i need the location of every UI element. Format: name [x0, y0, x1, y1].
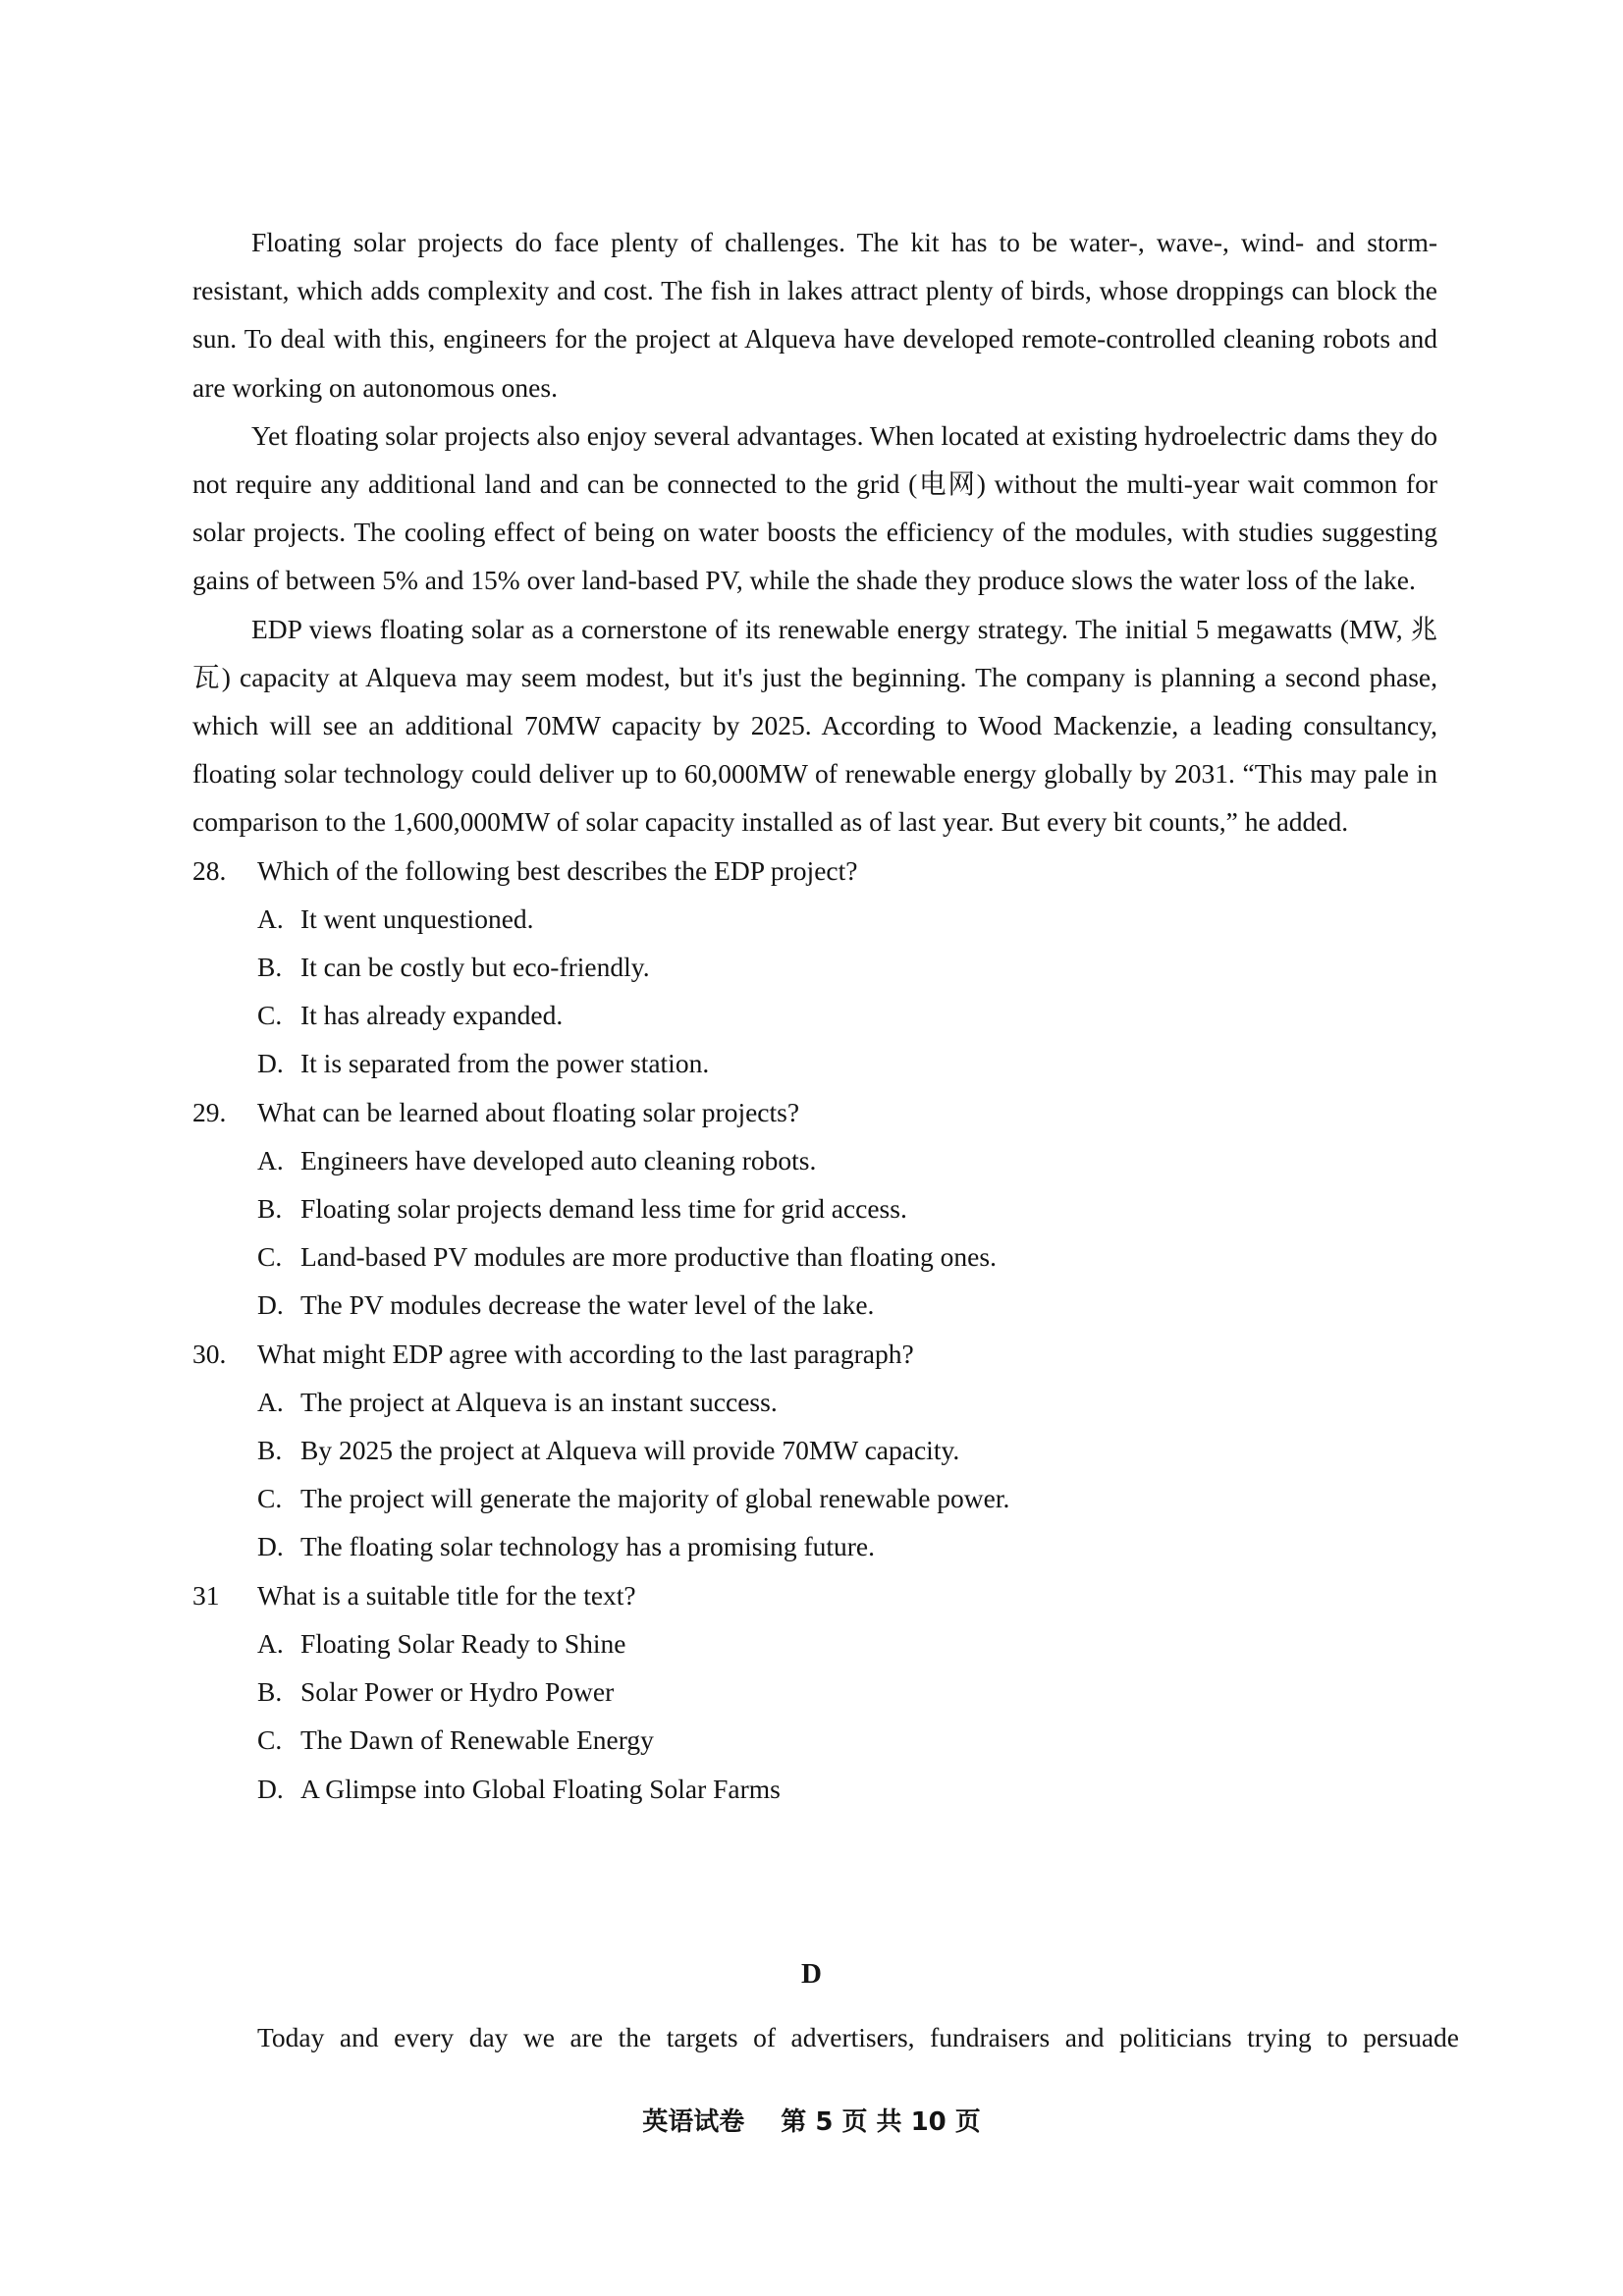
question-number: 28.	[192, 854, 227, 886]
option	[192, 1184, 1437, 1232]
option-text: Land-based PV modules are more productive than floating ones.	[300, 1241, 997, 1273]
option-text: It has already expanded.	[300, 1000, 564, 1031]
option-letter: B.	[257, 1435, 283, 1466]
option	[192, 1426, 1437, 1474]
option-letter: B.	[257, 1193, 283, 1225]
section-d-first-line: Today and every day we are the targets of advertisers, fundraisers and politicians trying to persuade	[257, 2022, 1459, 2052]
option-letter: D.	[257, 1048, 284, 1079]
option-letter: C.	[257, 1724, 283, 1756]
option-text: The PV modules decrease the water level of the lake.	[300, 1289, 875, 1321]
question-stem: What is a suitable title for the text?	[257, 1579, 636, 1611]
option-letter: A.	[257, 1386, 284, 1417]
question-30	[192, 1330, 1437, 1571]
option-text: Solar Power or Hydro Power	[300, 1676, 615, 1708]
option-letter: C.	[257, 1241, 283, 1273]
option	[192, 1716, 1437, 1764]
option	[192, 1522, 1437, 1570]
option-letter: A.	[257, 1144, 284, 1175]
option	[192, 1619, 1437, 1667]
option-text: The floating solar technology has a promising future.	[300, 1531, 875, 1562]
question-stem: What can be learned about floating solar projects?	[257, 1096, 800, 1127]
option	[192, 1474, 1437, 1522]
option-text: A Glimpse into Global Floating Solar Farms	[300, 1773, 781, 1804]
option-text: It went unquestioned.	[300, 902, 534, 934]
question-29	[192, 1088, 1437, 1330]
passage-paragraph: Floating solar projects do face plenty of challenges. The kit has to be water-, wave-, wind- and storm-resistant, which adds complexity and cost. The fish in lakes attract plenty of birds, whose droppings can block the sun. To deal with this, engineers for the project at Alqueva have developed remote-controlled cleaning robots and are working on autonomous ones.	[192, 227, 1437, 403]
option-letter: A.	[257, 1627, 284, 1659]
option-letter: D.	[257, 1531, 284, 1562]
option-text: The project at Alqueva is an instant success.	[300, 1386, 778, 1417]
option	[192, 895, 1437, 943]
section-heading: D	[801, 1958, 822, 1990]
option-text: It is separated from the power station.	[300, 1048, 710, 1079]
option-text: Engineers have developed auto cleaning robots.	[300, 1144, 817, 1175]
option-text: Floating Solar Ready to Shine	[300, 1627, 626, 1659]
option	[192, 1281, 1437, 1329]
footer-page-number: 第 5 页 共 10 页	[781, 2107, 981, 2137]
option-text: Floating solar projects demand less time for grid access.	[300, 1193, 907, 1225]
option-letter: D.	[257, 1773, 284, 1804]
option	[192, 1667, 1437, 1716]
option-letter: A.	[257, 902, 284, 934]
option	[192, 943, 1437, 991]
option-text: The Dawn of Renewable Energy	[300, 1724, 654, 1756]
question-31	[192, 1571, 1437, 1813]
question-28	[192, 847, 1437, 1088]
question-number: 31	[192, 1579, 220, 1611]
page-footer	[0, 2102, 1623, 2138]
option	[192, 991, 1437, 1039]
question-number: 29.	[192, 1096, 227, 1127]
passage-paragraph: Yet floating solar projects also enjoy several advantages. When located at existing hydroelectric dams they do not require any additional land and can be connected to the grid (电网) without the multi-year wait common for solar projects. The cooling effect of being on water boosts the efficiency of the modules, with studies suggesting gains of between 5% and 15% over land-based PV, while the shade they produce slows the water loss of the lake.	[192, 419, 1437, 596]
option-text: The project will generate the majority of global renewable power.	[300, 1483, 1010, 1514]
option-letter: C.	[257, 1000, 283, 1031]
option-text: By 2025 the project at Alqueva will provide 70MW capacity.	[300, 1435, 960, 1466]
option-letter: D.	[257, 1289, 284, 1321]
option-letter: B.	[257, 1676, 283, 1708]
option	[192, 1765, 1437, 1813]
question-stem: What might EDP agree with according to the last paragraph?	[257, 1338, 914, 1369]
option	[192, 1136, 1437, 1184]
question-stem: Which of the following best describes the EDP project?	[257, 854, 858, 886]
option-text: It can be costly but eco-friendly.	[300, 952, 650, 983]
option-letter: C.	[257, 1483, 283, 1514]
option	[192, 1378, 1437, 1426]
passage-and-questions	[192, 218, 1437, 1813]
passage-paragraph: EDP views floating solar as a cornerstone of its renewable energy strategy. The initial 5 megawatts (MW, 兆瓦) capacity at Alqueva may seem modest, but it's just the beginning. The company is planning a second phase, which will see an additional 70MW capacity by 2025. According to Wood Mackenzie, a leading consultancy, floating solar technology could deliver up to 60,000MW of renewable energy globally by 2031. “This may pale in comparison to the 1,600,000MW of solar capacity installed as of last year. But every bit counts,” he added.	[192, 613, 1437, 838]
option	[192, 1039, 1437, 1087]
footer-subject: 英语试卷	[642, 2107, 745, 2137]
option-letter: B.	[257, 952, 283, 983]
question-number: 30.	[192, 1338, 227, 1369]
option	[192, 1232, 1437, 1281]
